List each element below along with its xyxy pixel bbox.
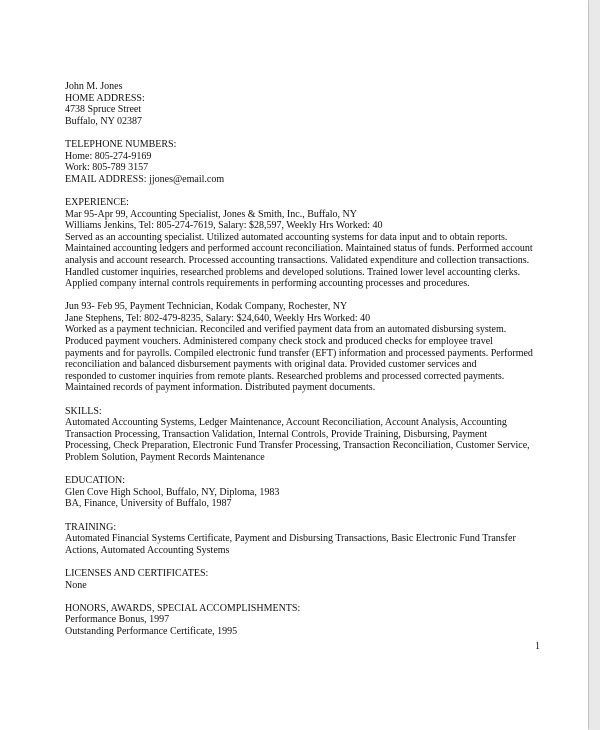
job-title-line: Jun 93- Feb 95, Payment Technician, Kodak Company, Rochester, NY (65, 301, 348, 313)
experience-section (65, 197, 545, 394)
work-phone: Work: 805-789 3157 (65, 162, 149, 174)
training-heading: TRAINING: (65, 521, 117, 533)
honors-heading: HONORS, AWARDS, SPECIAL ACCOMPLISHMENTS: (65, 602, 301, 614)
honors-line: Performance Bonus, 1997 (65, 614, 170, 626)
training-line: Automated Financial Systems Certificate, Payment and Disbursing Transactions, Basic Electronic Fund Transfer (65, 533, 516, 545)
education-line: BA, Finance, University of Buffalo, 1987 (65, 498, 232, 510)
home-phone: Home: 805-274-9169 (65, 150, 152, 162)
skills-section (65, 406, 545, 464)
licenses-line: None (65, 579, 87, 591)
page-margin-background (589, 0, 600, 730)
applicant-name: John M. Jones (65, 81, 123, 92)
skills-line: Problem Solution, Payment Records Maintenance (65, 452, 265, 463)
job-description-line: payments and for payrolls. Compiled electronic fund transfer (EFT) information and processed payments. Performed (65, 347, 533, 359)
job-description-line: Produced payment vouchers. Administered company check stock and produced checks for employee travel (65, 336, 493, 348)
skills-line: Transaction Processing, Transaction Validation, Internal Controls, Provide Training, Disbursing, Payment (65, 428, 488, 440)
skills-heading: SKILLS: (65, 405, 102, 417)
home-address-label: HOME ADDRESS: (65, 92, 145, 104)
street-address: 4738 Spruce Street (65, 104, 142, 116)
job-entry (65, 209, 545, 290)
education-heading: EDUCATION: (65, 475, 125, 487)
job-description-line: Maintained accounting ledgers and performed account reconciliation. Maintained status of funds. Performed account (65, 243, 533, 255)
job-title-line: Mar 95-Apr 99, Accounting Specialist, Jones & Smith, Inc., Buffalo, NY (65, 208, 358, 220)
job-description-line: Worked as a payment technician. Reconciled and verified payment data from an automated disbursing system. (65, 324, 507, 336)
job-description-line: reconciliation and balanced disbursement payments with original data. Provided customer services and (65, 359, 477, 371)
city-state-zip: Buffalo, NY 02387 (65, 115, 142, 127)
job-description-line: Applied company internal controls requirements in performing accounting processes and procedures. (65, 278, 470, 290)
job-description-line: Handled customer inquiries, researched problems and developed solutions. Trained lower level accounting clerks. (65, 266, 521, 278)
training-section (65, 522, 545, 557)
job-description-line: analysis and account research. Processed accounting transactions. Validated expenditure and collection transactions. (65, 254, 530, 266)
experience-heading: EXPERIENCE: (65, 196, 129, 208)
training-line: Actions, Automated Accounting Systems (65, 544, 230, 556)
honors-section (65, 603, 545, 638)
skills-line: Automated Accounting Systems, Ledger Maintenance, Account Reconciliation, Account Analysis, Accounting (65, 417, 507, 429)
job-description-line: Served as an accounting specialist. Utilized automated accounting systems for data input and to obtain reports. (65, 231, 508, 243)
telephone-block (65, 139, 545, 185)
job-supervisor-line: Jane Stephens, Tel: 802-479-8235, Salary: $24,640, Weekly Hrs Worked: 40 (65, 312, 371, 324)
resume-body (65, 81, 545, 638)
education-line: Glen Cove High School, Buffalo, NY, Diploma, 1983 (65, 486, 280, 498)
licenses-heading: LICENSES AND CERTIFICATES: (65, 567, 209, 579)
page-number: 1 (535, 641, 540, 652)
job-description-line: Maintained records of payment information. Distributed payment documents. (65, 382, 376, 394)
job-supervisor-line: Williams Jenkins, Tel: 805-274-7619, Salary: $28,597, Weekly Hrs Worked: 40 (65, 220, 383, 232)
job-description-line: responded to customer inquiries from remote plants. Researched problems and processed corrected payments. (65, 370, 505, 382)
education-section (65, 475, 545, 510)
job-entry (65, 301, 545, 394)
honors-line: Outstanding Performance Certificate, 1995 (65, 625, 238, 637)
contact-block (65, 81, 545, 127)
licenses-section (65, 568, 545, 591)
email-address: EMAIL ADDRESS: jjones@email.com (65, 173, 225, 185)
telephone-heading: TELEPHONE NUMBERS: (65, 138, 177, 150)
skills-line: Processing, Check Preparation, Electronic Fund Transfer Processing, Transaction Reconciliation, Customer Service, (65, 440, 530, 452)
